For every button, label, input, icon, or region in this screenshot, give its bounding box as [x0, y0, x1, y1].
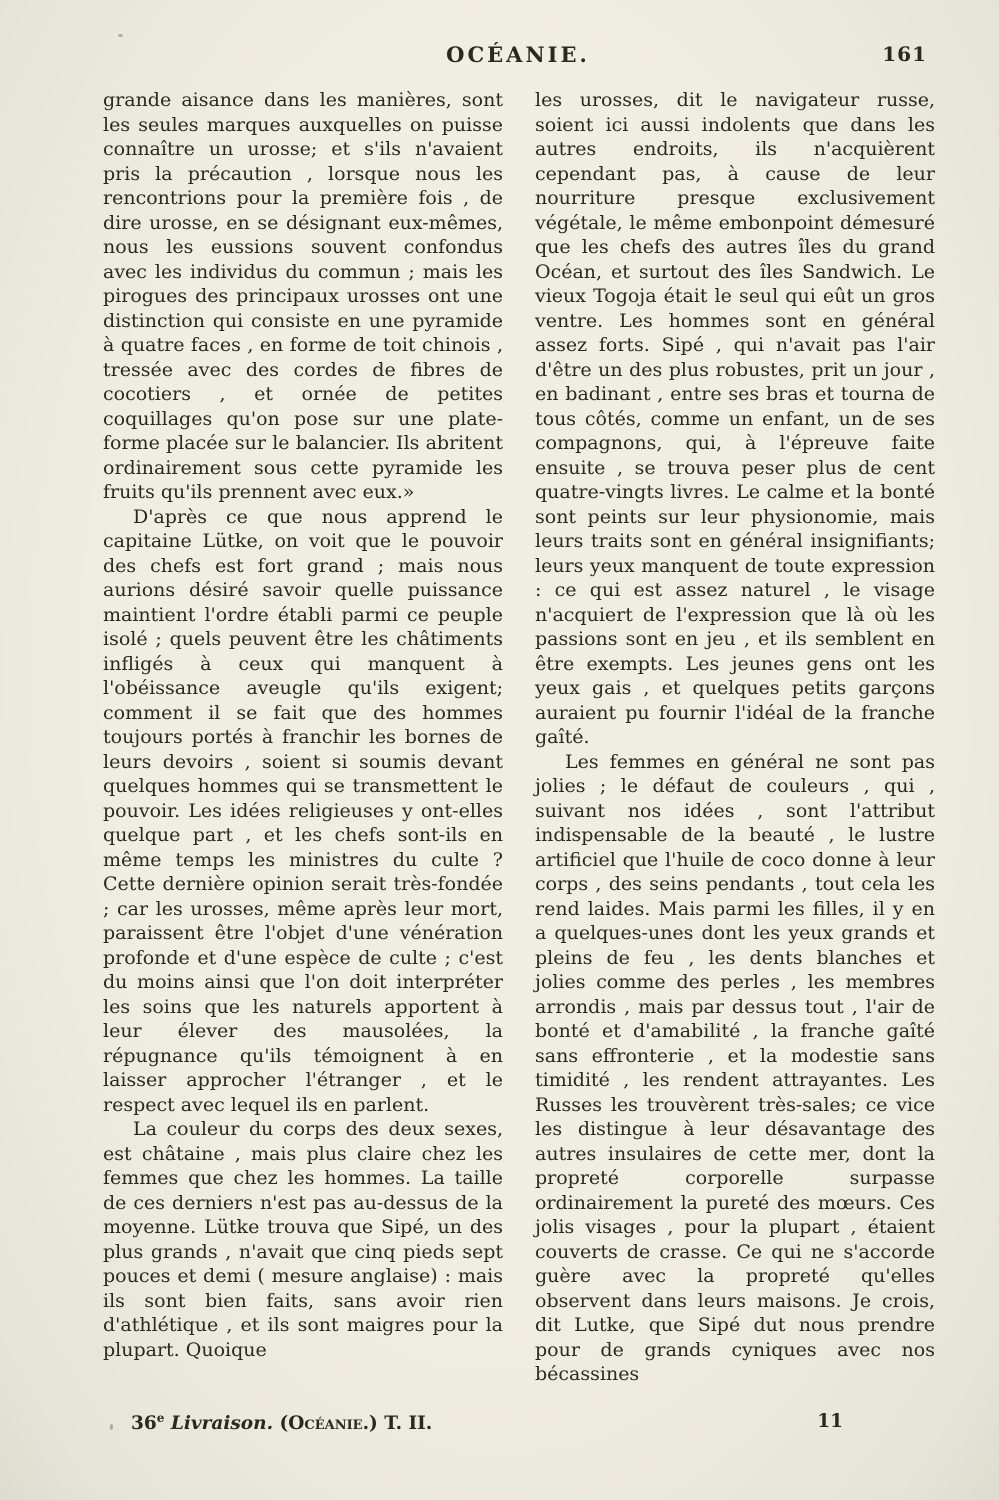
paragraph: La couleur du corps des deux sexes, est châtaine , mais plus claire chez les femmes que chez les hommes. La taille de ces derniers n'est pas au-dessus de la moyenne. Lütke trouva que Sipé, un des plus grands , n'avait que cinq pieds sept pouces et demi ( mesure anglaise) : mais ils sont bien faits, sans avoir rien d'athlétique , et ils sont maigres pour la plupart. Quoique [103, 1118, 503, 1361]
livraison-ordinal: e [156, 1411, 165, 1425]
paragraph: D'après ce que nous apprend le capitaine Lütke, on voit que le pouvoir des chefs est fort grand ; mais nous aurions désiré savoir quelle puissance maintient l'ordre établi parmi ce peuple isolé ; quels peuvent être les châtiments infligés à ceux qui manquent à l'obéissance aveugle qu'ils exigent; comment il se fait que des hommes toujours portés à franchir les bornes de leurs devoirs , soient si soumis devant quelques hommes qui se transmettent le pouvoir. Les idées religieuses y ont-elles quelque part , et les chefs sont-ils en même temps les ministres du culte ? Cette dernière opinion serait très-fondée ; car les urosses, même après leur mort, paraissent être l'objet d'une vénération profonde et d'une espèce de culte ; c'est du moins ainsi que l'on doit interpréter les soins que les naturels apportent à leur élever des mausolées, la répugnance qu'ils témoignent à en laisser approcher l'étranger , et le respect avec lequel ils en parlent. [103, 505, 503, 1116]
livraison-label: Livraison. [170, 1413, 274, 1435]
left-column [103, 88, 503, 1387]
livraison-number: 36 [131, 1413, 157, 1435]
scan-artifact [110, 1424, 113, 1430]
sheet-number: 11 [817, 1411, 843, 1432]
page-number: 161 [882, 42, 927, 66]
paragraph: grande aisance dans les manières, sont les seules marques auxquelles on puisse connaître un urosse; et s'ils n'avaient pris la précaution , lorsque nous les rencontrions pour la première fois , de dire urosse, en se désignant eux-mêmes, nous les eussions souvent confondus avec les individus du commun ; mais les pirogues des principaux urosses ont une distinction qui consiste en une pyramide à quatre faces , en forme de toit chinois , tressée avec des cordes de fibres de cocotiers , et ornée de petites coquillages qu'on pose sur une plate-forme placée sur le balancier. Ils abritent ordinairement sous cette pyramide les fruits qu'ils prennent avec eux.» [103, 89, 503, 503]
right-column [535, 88, 935, 1387]
paragraph: Les femmes en général ne sont pas jolies ; le défaut de couleurs , qui , suivant nos idées , sont l'attribut indispensable de la beauté , le lustre artificiel que l'huile de coco donne à leur corps , des seins pendants , tout cela les rend laides. Mais parmi les filles, il y en a quelques-unes dont les yeux grands et pleins de feu , les dents blanches et jolies comme des perles , les membres arrondis , mais par dessus tout , l'air de bonté et d'amabilité , la franche gaîté sans effronterie , et la modestie sans timidité , les rendent attrayantes. Les Russes les trouvèrent très-sales; ce vice les distingue à leur désavantage des autres insulaires de cette mer, dont la propreté corporelle surpasse ordinairement la pureté des mœurs. Ces jolis visages , pour la plupart , étaient couverts de crasse. Ce qui ne s'accorde guère avec la propreté qu'elles observent dans leurs maisons. Je crois, dit Lutke, que Sipé dut nous prendre pour de grands cyniques avec nos bécassines [535, 750, 935, 1385]
running-title: OCÉANIE. [446, 42, 590, 67]
page-footer [103, 1411, 935, 1439]
tome-label: (Océanie.) T. II. [279, 1413, 433, 1435]
scan-artifact [118, 34, 123, 37]
text-columns [103, 88, 935, 1387]
signature-line [131, 1411, 432, 1434]
paragraph: les urosses, dit le navigateur russe, soient ici aussi indolents que dans les autres endroits, ils n'acquièrent cependant pas, à cause de leur nourriture presque exclusivement végétale, le même embonpoint démesuré que les chefs des autres îles du grand Océan, et surtout des îles Sandwich. Le vieux Togoja était le seul qui eût un gros ventre. Les hommes sont en général assez forts. Sipé , qui n'avait pas l'air d'être un des plus robustes, prit un jour , en badinant , entre ses bras et tourna de tous côtés, comme un enfant, un de ses compagnons, qui, à l'épreuve faite ensuite , se trouva peser plus de cent quatre-vingts livres. Le calme et la bonté sont peints sur leur physionomie, mais leurs traits sont en général insignifiants; leurs yeux manquent de toute expression : ce qui est assez naturel , le visage n'acquiert de l'expression que là où les passions sont en jeu , et ils semblent en être exempts. Les jeunes gens ont les yeux gais , et quelques petits garçons auraient pu fournir l'idéal de la franche gaîté. [535, 89, 935, 748]
page-header [103, 42, 933, 74]
